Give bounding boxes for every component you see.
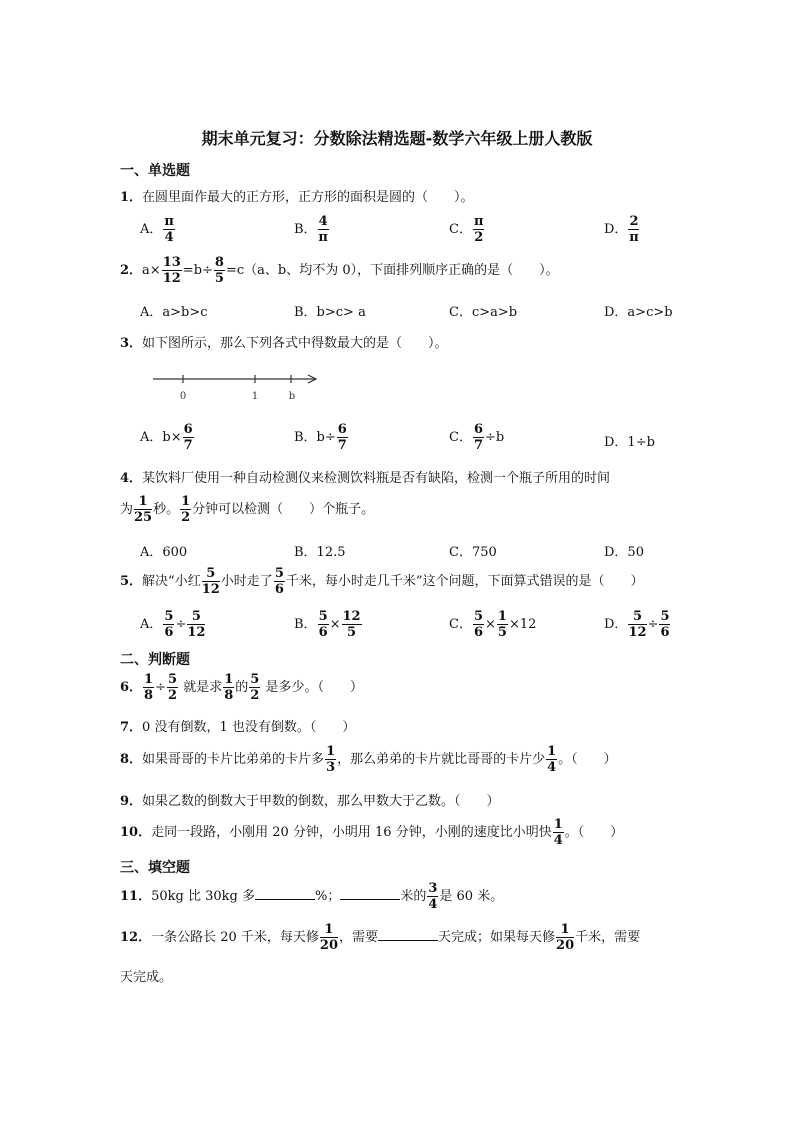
tick-label-0: 0 bbox=[179, 391, 187, 402]
question-number: 9． bbox=[120, 794, 143, 809]
numerator: 1 bbox=[134, 495, 152, 510]
option-label: C． bbox=[449, 617, 472, 632]
option-d[interactable]: D．50 bbox=[604, 545, 644, 560]
denominator: 8 bbox=[144, 688, 154, 703]
option-c[interactable]: C．750 bbox=[449, 545, 497, 560]
numerator: 1 bbox=[320, 923, 338, 938]
denominator: π bbox=[318, 230, 328, 245]
question-text: 如果乙数的倒数大于甲数的倒数，那么甲数大于乙数。（ ） bbox=[142, 794, 500, 809]
denominator: 2 bbox=[474, 230, 484, 245]
numerator: 6 bbox=[473, 422, 483, 437]
fraction bbox=[473, 423, 484, 452]
option-b[interactable] bbox=[294, 215, 330, 244]
numerator: 1 bbox=[553, 817, 563, 832]
question-12-line-2: 天完成。 bbox=[120, 970, 173, 985]
option-b[interactable] bbox=[294, 423, 349, 452]
fraction bbox=[320, 923, 338, 952]
text-part: ÷b bbox=[485, 430, 505, 445]
numerator: π bbox=[473, 214, 484, 229]
denominator: 2 bbox=[181, 510, 191, 525]
question-11 bbox=[120, 882, 503, 911]
denominator: 4 bbox=[428, 897, 438, 912]
text-part: 就是求 bbox=[183, 680, 223, 695]
fraction bbox=[202, 567, 220, 596]
question-8 bbox=[120, 745, 617, 774]
numerator: 13 bbox=[162, 255, 181, 270]
denominator: 4 bbox=[164, 230, 174, 245]
numerator: 5 bbox=[202, 567, 220, 582]
text-part: 分钟可以检测（ ）个瓶子。 bbox=[192, 502, 375, 517]
answer-blank[interactable] bbox=[340, 887, 400, 900]
fraction bbox=[556, 923, 574, 952]
fraction bbox=[427, 882, 438, 911]
numerator: 5 bbox=[318, 609, 328, 624]
option-a[interactable]: A．600 bbox=[140, 545, 188, 560]
denominator: 6 bbox=[274, 582, 284, 597]
text-part: a× bbox=[142, 263, 161, 278]
question-number: 6． bbox=[120, 680, 143, 695]
option-d[interactable] bbox=[604, 610, 671, 639]
option-c[interactable] bbox=[449, 423, 504, 452]
fraction bbox=[134, 495, 152, 524]
text-part: 秒。 bbox=[153, 502, 180, 517]
option-label: D． bbox=[604, 222, 628, 237]
fraction bbox=[167, 673, 178, 702]
denominator: 12 bbox=[201, 582, 220, 597]
fraction bbox=[223, 673, 234, 702]
numerator: 1 bbox=[224, 672, 234, 687]
option-b[interactable]: B．b>c> a bbox=[294, 305, 366, 320]
fraction bbox=[318, 215, 329, 244]
question-number: 8． bbox=[120, 752, 143, 767]
denominator: 6 bbox=[473, 625, 483, 640]
fraction bbox=[163, 610, 174, 639]
text-part: ，那么弟弟的卡片就比哥哥的卡片少 bbox=[337, 752, 546, 767]
fraction bbox=[659, 610, 670, 639]
option-c[interactable] bbox=[449, 610, 536, 639]
fraction bbox=[214, 256, 225, 285]
text-part: =b÷ bbox=[182, 263, 213, 278]
text-part: =c（a、b、均不为 0），下面排列顺序正确的是（ ）。 bbox=[225, 263, 559, 278]
fraction bbox=[546, 745, 557, 774]
question-text: 0 没有倒数，1 也没有倒数。（ ） bbox=[142, 720, 356, 735]
fraction bbox=[180, 495, 191, 524]
numerator: 1 bbox=[556, 923, 574, 938]
numerator: 1 bbox=[181, 494, 191, 509]
operator: × bbox=[329, 617, 341, 632]
operator: ÷ bbox=[647, 617, 659, 632]
option-d[interactable]: D．a>c>b bbox=[604, 305, 673, 320]
operator: ÷ bbox=[175, 617, 187, 632]
denominator: 12 bbox=[187, 625, 206, 640]
section-heading-true-false: 二、判断题 bbox=[120, 652, 190, 668]
option-label: D． bbox=[604, 617, 628, 632]
number-line-diagram bbox=[145, 370, 330, 410]
question-number: 12． bbox=[120, 930, 152, 945]
question-1 bbox=[120, 186, 474, 205]
text-part: 是 60 米。 bbox=[439, 889, 504, 904]
question-4-line-1 bbox=[120, 467, 610, 486]
option-a[interactable] bbox=[140, 610, 206, 639]
option-c[interactable]: C．c>a>b bbox=[449, 305, 518, 320]
question-text: 在圆里面作最大的正方形，正方形的面积是圆的（ ）。 bbox=[142, 190, 474, 205]
option-b[interactable]: B．12.5 bbox=[294, 545, 346, 560]
fraction bbox=[628, 610, 646, 639]
text-part: ，需要 bbox=[339, 930, 379, 945]
question-number: 7． bbox=[120, 720, 143, 735]
option-label: C． bbox=[449, 430, 472, 445]
text-part: 50kg 比 30kg 多 bbox=[151, 889, 255, 904]
fraction bbox=[249, 673, 260, 702]
question-2 bbox=[120, 256, 559, 285]
question-number: 11． bbox=[120, 889, 152, 904]
option-label: C． bbox=[449, 222, 472, 237]
operator: ÷ bbox=[155, 680, 166, 695]
answer-blank[interactable] bbox=[378, 928, 438, 941]
denominator: 20 bbox=[556, 938, 575, 953]
denominator: 6 bbox=[660, 625, 670, 640]
option-b[interactable] bbox=[294, 610, 363, 639]
numerator: 2 bbox=[629, 214, 639, 229]
section-heading-fill-blank: 三、填空题 bbox=[120, 860, 190, 876]
denominator: 12 bbox=[628, 625, 647, 640]
denominator: 12 bbox=[162, 271, 181, 286]
text-part: %； bbox=[314, 889, 341, 904]
option-a[interactable] bbox=[140, 215, 176, 244]
numerator: 1 bbox=[326, 744, 336, 759]
numerator: 5 bbox=[473, 609, 483, 624]
question-number: 1． bbox=[120, 190, 143, 205]
text-part: 的 bbox=[235, 680, 249, 695]
question-5 bbox=[120, 567, 644, 596]
question-4-line-2 bbox=[120, 495, 374, 524]
numerator: 5 bbox=[187, 610, 205, 625]
denominator: 6 bbox=[164, 625, 174, 640]
option-a[interactable]: A．a>b>c bbox=[140, 305, 208, 320]
numerator: 6 bbox=[337, 422, 347, 437]
denominator: 4 bbox=[547, 760, 557, 775]
tick-label-b: b bbox=[288, 391, 296, 402]
numerator: 5 bbox=[628, 610, 646, 625]
text-part: 。（ ） bbox=[564, 825, 624, 840]
question-12-line-1 bbox=[120, 923, 640, 952]
page-title: 期末单元复习：分数除法精选题-数学六年级上册人教版 bbox=[201, 129, 593, 148]
numerator: 8 bbox=[214, 255, 224, 270]
fraction bbox=[473, 215, 485, 244]
question-number: 5． bbox=[120, 574, 143, 589]
fraction bbox=[342, 610, 362, 639]
numerator: 5 bbox=[164, 609, 174, 624]
denominator: π bbox=[629, 230, 639, 245]
option-a[interactable] bbox=[140, 423, 195, 452]
text-part: 小时走了 bbox=[220, 574, 273, 589]
numerator: 1 bbox=[144, 672, 154, 687]
denominator: 5 bbox=[347, 625, 357, 640]
fraction bbox=[187, 610, 205, 639]
numerator: 4 bbox=[318, 214, 328, 229]
denominator: 7 bbox=[337, 438, 347, 453]
question-7 bbox=[120, 716, 355, 735]
text-part: ×12 bbox=[508, 617, 537, 632]
section-heading-single-choice: 一、单选题 bbox=[120, 163, 190, 179]
fraction bbox=[473, 610, 484, 639]
numerator: 5 bbox=[274, 566, 284, 581]
fraction bbox=[337, 423, 348, 452]
denominator: 7 bbox=[473, 438, 483, 453]
text-part: 千米，每小时走几千米”这个问题，下面算式错误的是（ ） bbox=[285, 574, 644, 589]
fraction bbox=[325, 745, 336, 774]
denominator: 7 bbox=[183, 438, 193, 453]
question-3 bbox=[120, 332, 448, 351]
text-part: 是多少。（ ） bbox=[265, 680, 363, 695]
text-part: 米的 bbox=[400, 889, 427, 904]
question-text: 某饮料厂使用一种自动检测仪来检测饮料瓶是否有缺陷，检测一个瓶子所用的时间 bbox=[142, 471, 611, 486]
text-part: 。（ ） bbox=[558, 752, 617, 767]
text-part: 为 bbox=[120, 502, 134, 517]
text-part: 千米，需要 bbox=[575, 930, 641, 945]
denominator: 8 bbox=[224, 688, 234, 703]
question-6 bbox=[120, 673, 363, 702]
fraction bbox=[162, 256, 182, 285]
fraction bbox=[183, 423, 194, 452]
question-number: 4． bbox=[120, 471, 143, 486]
option-label: B． bbox=[294, 617, 317, 632]
option-label: A．b× bbox=[140, 430, 182, 445]
option-label: A． bbox=[140, 222, 163, 237]
denominator: 2 bbox=[250, 688, 260, 703]
fraction bbox=[497, 610, 508, 639]
numerator: 12 bbox=[342, 609, 361, 624]
denominator: 25 bbox=[134, 510, 153, 525]
fraction bbox=[628, 215, 639, 244]
option-d[interactable]: D．1÷b bbox=[604, 435, 655, 450]
question-number: 10． bbox=[120, 825, 152, 840]
numerator: 6 bbox=[183, 422, 193, 437]
fraction bbox=[163, 215, 175, 244]
numerator: 3 bbox=[428, 881, 438, 896]
denominator: 5 bbox=[214, 271, 224, 286]
fraction bbox=[318, 610, 329, 639]
text-part: 解决“小红 bbox=[142, 574, 201, 589]
numerator: 5 bbox=[250, 672, 260, 687]
denominator: 20 bbox=[319, 938, 338, 953]
option-label: B． bbox=[294, 222, 317, 237]
denominator: 2 bbox=[168, 688, 178, 703]
question-9 bbox=[120, 790, 500, 809]
denominator: 6 bbox=[318, 625, 328, 640]
option-c[interactable] bbox=[449, 215, 485, 244]
denominator: 5 bbox=[497, 625, 507, 640]
question-number: 3． bbox=[120, 336, 143, 351]
option-label: A． bbox=[140, 617, 163, 632]
text-part: 一条公路长 20 千米，每天修 bbox=[151, 930, 319, 945]
text-part: 如果哥哥的卡片比弟弟的卡片多 bbox=[142, 752, 325, 767]
numerator: π bbox=[164, 214, 174, 229]
tick-label-1: 1 bbox=[251, 391, 259, 402]
question-text: 如下图所示，那么下列各式中得数最大的是（ ）。 bbox=[142, 336, 448, 351]
text-part: 走同一段路，小刚用 20 分钟，小明用 16 分钟，小刚的速度比小明快 bbox=[151, 825, 552, 840]
fraction bbox=[274, 567, 285, 596]
denominator: 3 bbox=[326, 760, 336, 775]
question-number: 2． bbox=[120, 263, 143, 278]
text-part: 天完成；如果每天修 bbox=[438, 930, 556, 945]
answer-blank[interactable] bbox=[255, 887, 315, 900]
option-label: B．b÷ bbox=[294, 430, 336, 445]
numerator: 5 bbox=[168, 672, 178, 687]
option-d[interactable] bbox=[604, 215, 640, 244]
numerator: 1 bbox=[547, 744, 557, 759]
denominator: 4 bbox=[553, 833, 563, 848]
fraction bbox=[143, 673, 154, 702]
fraction bbox=[553, 818, 564, 847]
operator: × bbox=[485, 617, 496, 632]
numerator: 1 bbox=[497, 609, 507, 624]
numerator: 5 bbox=[660, 609, 670, 624]
question-10 bbox=[120, 818, 623, 847]
